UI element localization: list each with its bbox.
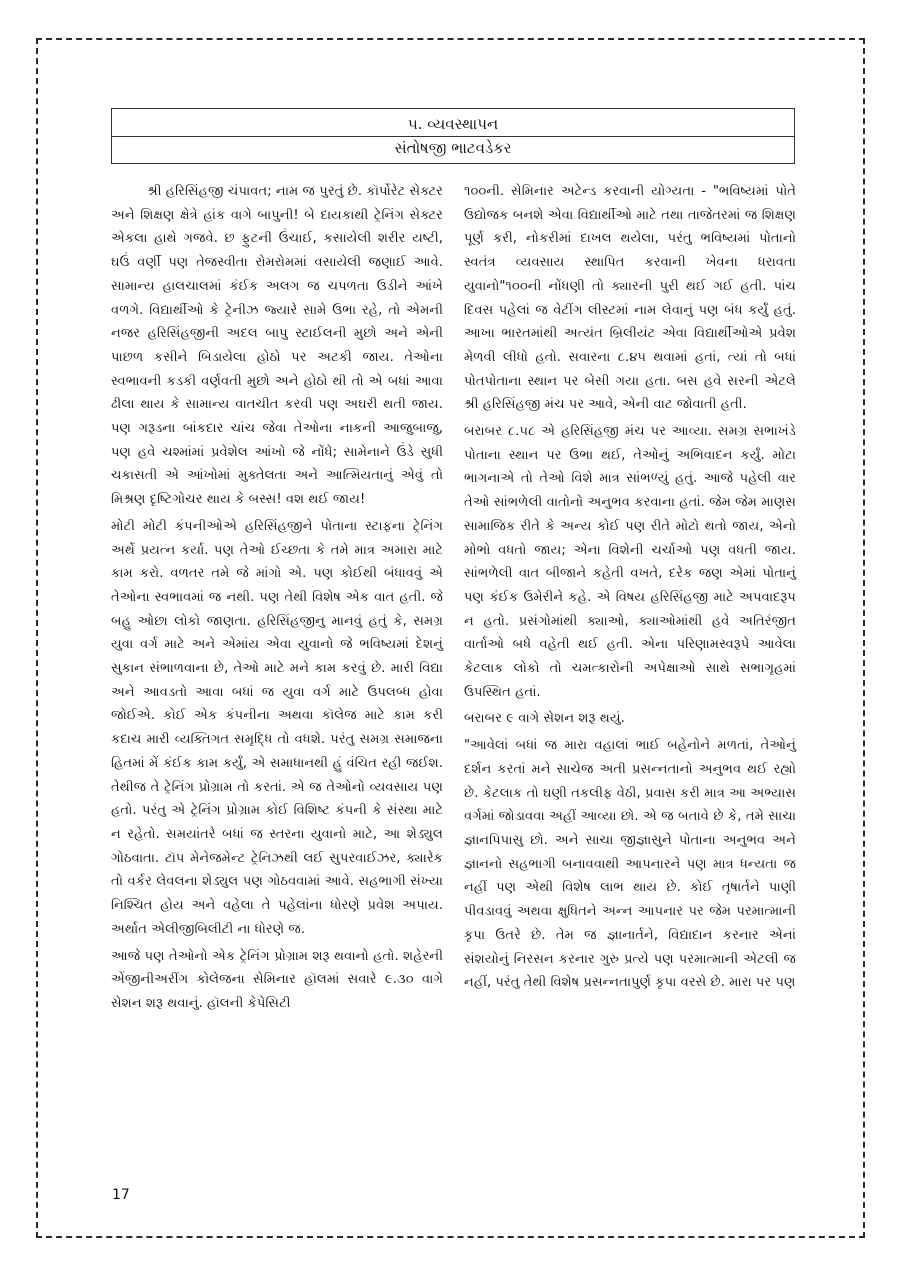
paragraph: ૧૦૦ની. સેમિનાર અટેન્ડ કરવાની યોગ્યતા - "ભવિષ્યમાં પોતે ઉદ્યોજક બનશે એવા વિદ્યાર્થીઓ માટે તથા તાજેતરમાં જ શિક્ષણ પૂર્ણ કરી, નોકરીમાં દાખલ થયેલા, પરંતુ ભવિષ્યમાં પોતાનો સ્વતંત્ર વ્યવસાય સ્થાપિત કરવાની ખેવના ધરાવતા યુવાનો"૧૦૦ની નોંધણી તો ક્યારની પુરી થઈ ગઈ હતી. પાંચ દિવસ પહેલાં જ વેટીંગ લીસ્ટમાં નામ લેવાનું પણ બંધ કર્યું હતું. આખા ભારતમાંથી અત્યંત બ્રિલીયંટ એવા વિદ્યાર્થીઓએ પ્રવેશ મેળવી લીધો હતો. સવારના ૮.૪૫ થવામાં હતાં, ત્યાં તો બધાં પોતપોતાના સ્થાન પર બેસી ગયા હતા. બસ હવે સરની એટલે શ્રી હરિસિંહજી મંચ પર આવે, એની વાટ જોવાતી હતી.: [464, 184, 796, 413]
paragraph: બરાબર ૮.૫૮ એ હરિસિંહજી મંચ પર આવ્યા. સમગ્ર સભાખંડે પોતાના સ્થાન પર ઉભા થઈ, તેઓનું અભિવાદન કર્યું. મોટા ભાગનાએ તો તેઓ વિશે માત્ર સાંભળ્યું હતું. આજે પહેલી વાર તેઓ સાંભળેલી વાતોનો અનુભવ કરવાના હતાં. જેમ જેમ માણસ સામાજિક રીતે કે અન્ય કોઈ પણ રીતે મોટો થતો જાય, એનો મોભો વધતો જાય; એના વિશેની ચર્ચાઓ પણ વધતી જાય. સાંભળેલી વાત બીજાને કહેતી વખતે, દરેક જણ એમાં પોતાનું પણ કંઈક ઉમેરીને કહે. એ વિષય હરિસિંહજી માટે અપવાદરૂપ ન હતો. પ્રસંગોમાંથી ક્યાઓ, ક્યાઓમાંથી હવે અતિરંજીત વાર્તાઓ બધે વહેતી થઈ હતી. એના પરિણામસ્વરૂપે આવેલા કેટલાક લોકો તો ચમત્કારોની અપેક્ષાઓ સાથે સભાગૃહમાં ઉપસ્થિત હતાં.: [464, 424, 796, 700]
paragraph: શ્રી હરિસિંહજી ચંપાવત; નામ જ પુરતું છે. કૉર્પોરેટ સેક્ટર અને શિક્ષણ ક્ષેત્રે હાંક વાગે બાપુની! બે દાયકાથી ટ્રેનિંગ સેક્ટર એકલા હાથે ગજવે. છ ફુટની ઉંચાઈ, કસાયેલી શરીર યષ્ટી, ઘઉં વર્ણી પણ તેજસ્વીતા રોમરોમમાં વસાયેલી જણાઈ આવે. સામાન્ય હાલચાલમાં કંઈક અલગ જ ચપળતા ઉડીને આંખે વળગે. વિદ્યાર્થીઓ કે ટ્રેનીઝ જ્યારે સામે ઉભા રહે, તો એમની નજર હરિસિંહજીની અદલ બાપુ સ્ટાઈલની મુછો અને એની પાછળ કસીને બિડાયેલા હોઠો પર અટકી જાય. તેઓના સ્વભાવની કડકી વર્ણવતી મુછો અને હોઠો થી તો એ બધાં આવા ઢીલા થાય કે સામાન્ય વાતચીત કરવી પણ અઘરી થતી જાય. પણ ગરૂડના બાંકદાર ચાંચ જેવા તેઓના નાકની આજુબાજુ, પણ હવે ચશ્માંમાં પ્રવેશેલ આંખો જે નોંધે; સામેનાને ઉંડે સુધી ચકાસતી એ આંખોમાં મુક્તેલતા અને આત્મિયતાનું એવું તો મિશ્રણ દૃષ્ટિગોચર થાય કે બસ્સ! વશ થઈ જાય!: [111, 184, 443, 508]
chapter-author: સંતોષજી ભાટવડેકર: [394, 139, 512, 157]
page-number: 17: [112, 1187, 130, 1203]
left-column: [111, 180, 443, 1019]
paragraph: "આવેલાં બધાં જ મારા વહાલાં ભાઈ બહેનોને મળતાં, તેઓનું દર્શન કરતાં મને સાચેજ અતી પ્રસન્નતાનો અનુભવ થઈ રહ્યો છે. કેટલાક તો ઘણી તકલીફ વેઠી, પ્રવાસ કરી માત્ર આ અભ્યાસ વર્ગમાં જોડાવવા અહીં આવ્યા છો. એ જ બતાવે છે કે, તમે સાચા જ્ઞાનપિપાસુ છો. અને સાચા જીજ્ઞાસુને પોતાના અનુભવ અને જ્ઞાનનો સહભાગી બનાવવાથી આપનારને પણ માત્ર ધન્યતા જ નહીં પણ એથી વિશેષ લાભ થાય છે. કોઈ તૃષાર્તને પાણી પીવડાવવું અથવા ક્ષુધિતને અન્ન આપનાર પર જેમ પરમાત્માની કૃપા ઉતરે છે. તેમ જ જ્ઞાનાર્તને, વિદ્યાદાન કરનાર એનાં સંશયોનું નિરસન કરનાર ગુરુ પ્રત્યે પણ પરમાત્માની એટલી જ નહીં, પરંતુ તેથી વિશેષ પ્રસન્નતાપુર્ણ કૃપા વરસે છે. મારા પર પણ: [464, 738, 796, 991]
chapter-title: ૫. વ્યવસ્થાપન: [407, 115, 499, 133]
chapter-heading-box: [111, 108, 795, 164]
right-column: [464, 180, 796, 998]
heading-divider: [112, 136, 794, 137]
paragraph: મોટી મોટી કંપનીઓએ હરિસિંહજીને પોતાના સ્ટાફના ટ્રેનિંગ અર્થે પ્રયત્ન કર્યા. પણ તેઓ ઈચ્છતા કે તમે માત્ર અમારા માટે કામ કરો. વળતર તમે જે માંગો એ. પણ કોઈથી બંધાવવું એ તેઓના સ્વભાવમાં જ નથી. પણ તેથી વિશેષ એક વાત હતી. જે બહુ ઓછા લોકો જાણતા. હરિસિંહજીનુ માનવું હતું કે, સમગ્ર યુવા વર્ગ માટે અને એમાંય એવા યુવાનો જે ભવિષ્યમાં દેશનું સુકાન સંભાળવાના છે, તેઓ માટે મને કામ કરવું છે. મારી વિદ્યા અને આવડતો આવા બધાં જ યુવા વર્ગ માટે ઉપલબ્ધ હોવા જોઈએ. કોઈ એક કંપનીના અથવા કૉલેજ માટે કામ કરી કદાચ મારી વ્યક્તિગત સમૃદ્ધિ તો વધશે. પરંતુ સમગ્ર સમાજના હિતમાં મેં કંઈક કામ કર્યું, એ સમાધાનથી હું વંચિત રહી જઈશ. તેથીજ તે ટ્રેનિંગ પ્રોગ્રામ તો કરતાં. એ જ તેઓનો વ્યવસાય પણ હતો. પરંતુ એ ટ્રેનિંગ પ્રોગ્રામ કોઈ વિશિષ્ટ કંપની કે સંસ્થા માટે ન રહેતો. સમયાંતરે બધાં જ સ્તરના યુવાનો માટે, આ શેડ્યુલ ગોઠવાતા. ટૉપ મેનેજમેન્ટ ટ્રેનિઝથી લઈ સુપરવાઈઝર, ક્યારેક તો વર્કર લેવલના શેડ્યુલ પણ ગોઠવવામાં આવે. સહભાગી સંખ્યા નિશ્ચિત હોય અને વહેલા તે પહેલાંના ધોરણે પ્રવેશ અપાય. અર્થાત એલીજીબિલીટી ના ધોરણે જ.: [111, 518, 443, 937]
paragraph: આજે પણ તેઓનો એક ટ્રેનિંગ પ્રોગ્રામ શરૂ થવાનો હતો. શહેરની એંજીનીઅરીંગ કોલેજના સેમિનાર હૉલમાં સવારે ૯.૩૦ વાગે સેશન શરૂ થવાનું. હૉલની કેપેસિટી: [111, 948, 443, 1011]
paragraph: બરાબર ૯ વાગે સેશન શરૂ થયું.: [464, 711, 625, 727]
